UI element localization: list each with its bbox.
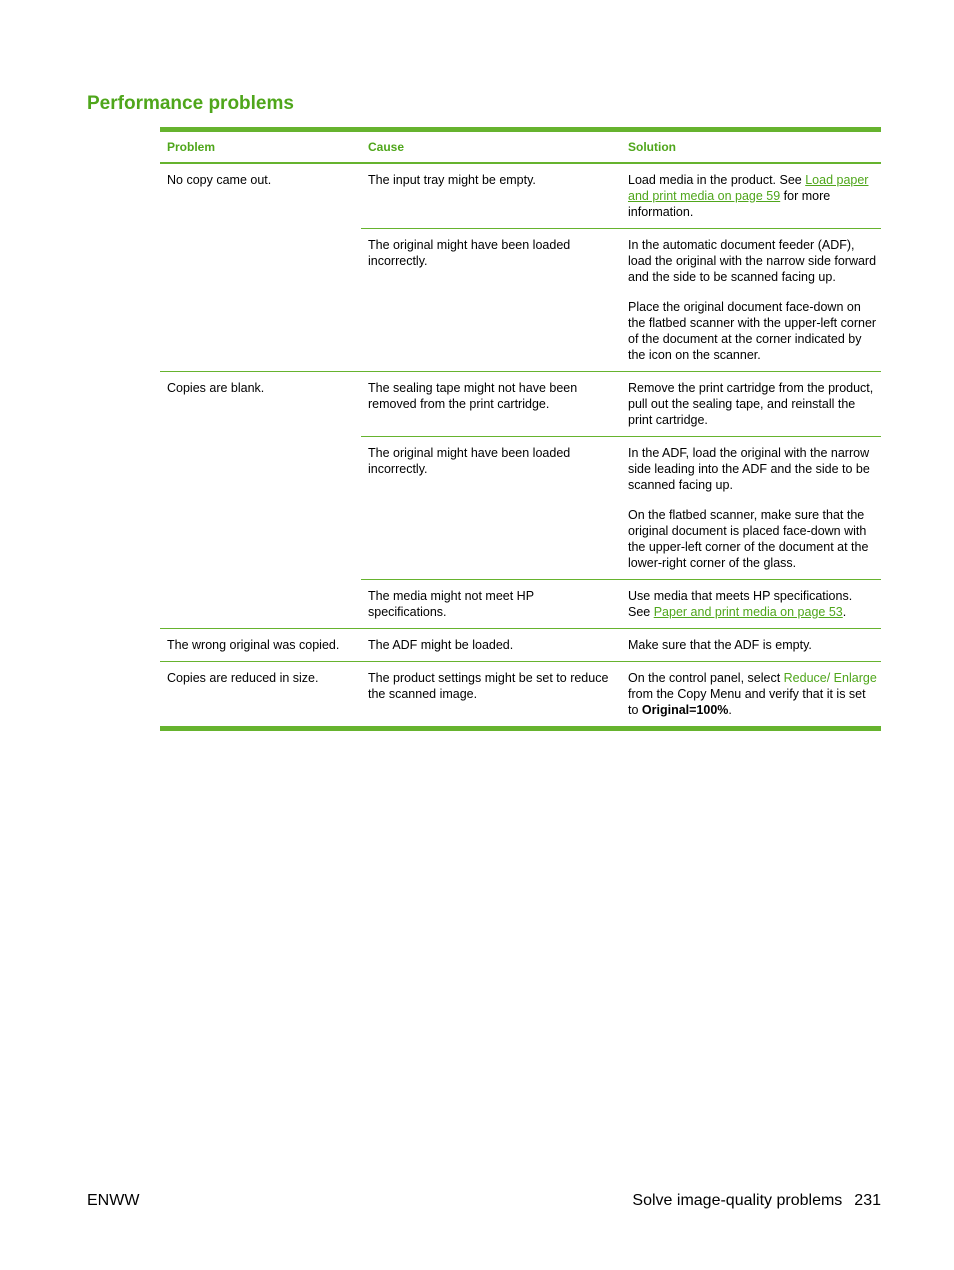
footer-section: Solve image-quality problems — [632, 1192, 843, 1209]
solution-text: See — [628, 605, 654, 619]
solution-cell — [621, 372, 881, 436]
solution-text: Load media in the product. See — [628, 173, 806, 187]
header-solution: Solution — [628, 140, 676, 154]
footer-left: ENWW — [87, 1192, 140, 1209]
menu-item-reference: Reduce/ Enlarge — [783, 671, 877, 685]
problem-cell: Copies are blank. — [167, 381, 265, 395]
table-row-group — [160, 164, 881, 372]
solution-text: Use media that meets HP specifications. — [628, 589, 853, 603]
footer-right — [632, 1192, 881, 1210]
solution-cell — [621, 629, 881, 661]
cause-cell: The product settings might be set to reduce the scanned image. — [368, 671, 609, 701]
problem-cell: The wrong original was copied. — [167, 638, 340, 652]
solution-text: . — [728, 703, 732, 717]
solution-paragraph: On the flatbed scanner, make sure that the original document is placed face-down with the upper-left corner of the document at the lower-right corner of the glass. — [628, 508, 869, 570]
table-row-group — [160, 372, 881, 629]
solution-cell — [621, 580, 881, 628]
solution-cell — [621, 229, 881, 371]
solution-paragraph: In the ADF, load the original with the narrow side leading into the ADF and the side to be scanned facing up. — [628, 446, 870, 492]
solution-paragraph: Make sure that the ADF is empty. — [628, 638, 812, 652]
cause-cell: The media might not meet HP specifications. — [368, 589, 534, 619]
section-title: Performance problems — [87, 93, 294, 114]
cause-cell: The ADF might be loaded. — [368, 638, 514, 652]
paper-media-link[interactable]: Paper and print media on page 53 — [653, 605, 843, 619]
cause-cell: The input tray might be empty. — [368, 173, 536, 187]
problem-cell: No copy came out. — [167, 173, 272, 187]
solution-cell — [621, 164, 881, 228]
solution-paragraph: Remove the print cartridge from the product, pull out the sealing tape, and reinstall the print cartridge. — [628, 381, 874, 427]
problem-cell: Copies are reduced in size. — [167, 671, 319, 685]
page-number: 231 — [854, 1192, 881, 1209]
cause-cell: The original might have been loaded incorrectly. — [368, 446, 571, 476]
setting-value: Original=100% — [641, 703, 729, 717]
solution-text: . — [842, 605, 847, 619]
solution-paragraph: Place the original document face-down on the flatbed scanner with the upper-left corner of the document at the corner indicated by the icon on the scanner. — [628, 300, 877, 362]
solution-cell — [621, 662, 881, 726]
table-row — [361, 580, 881, 628]
table-row — [361, 164, 881, 229]
problems-table — [160, 127, 881, 731]
cause-cell: The sealing tape might not have been removed from the print cartridge. — [368, 381, 578, 411]
table-row — [361, 629, 881, 661]
table-row — [361, 437, 881, 580]
cause-cell: The original might have been loaded incorrectly. — [368, 238, 571, 268]
solution-text: for more information. — [628, 189, 831, 219]
load-paper-link[interactable]: Load paper and print media on page 59 — [628, 173, 869, 203]
solution-text: On the control panel, select — [628, 671, 784, 685]
solution-text: from the Copy Menu and verify that it is set to — [628, 687, 866, 717]
table-header — [160, 132, 881, 164]
table-row — [361, 662, 881, 726]
table-row — [361, 372, 881, 437]
header-cause: Cause — [368, 140, 405, 154]
table-row-group — [160, 629, 881, 662]
table-row-group — [160, 662, 881, 726]
header-problem: Problem — [167, 140, 216, 154]
table-row — [361, 229, 881, 371]
solution-paragraph: In the automatic document feeder (ADF), load the original with the narrow side forward and the side to be scanned facing up. — [628, 238, 877, 284]
solution-cell — [621, 437, 881, 579]
